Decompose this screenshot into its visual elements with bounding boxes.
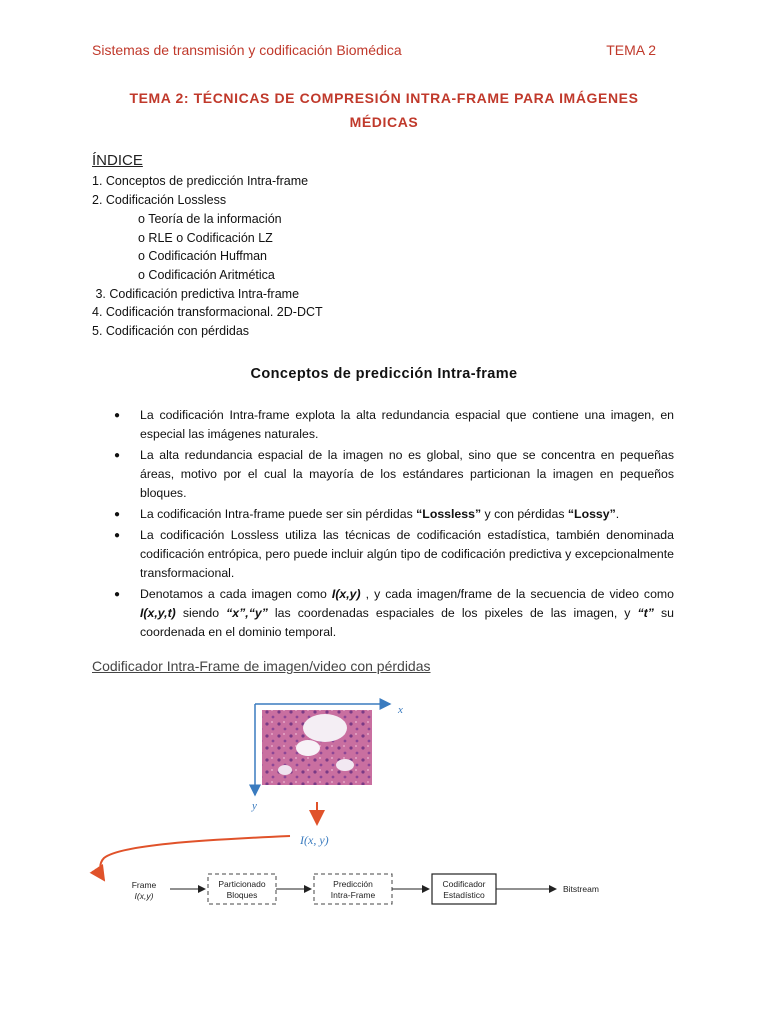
frame-label: Frame: [131, 880, 157, 890]
bullet-dot: ●: [114, 530, 121, 541]
section-title: Conceptos de predicción Intra-frame: [250, 366, 518, 382]
bullet-item: ● La codificación Intra-frame puede ser sin pérdidas “Lossless” y con pérdidas “Lossy”.: [114, 505, 674, 524]
feedback-curve-arrow: [100, 836, 290, 880]
index-item: 4. Codificación transformacional. 2D-DCT: [92, 305, 323, 319]
bullet-dot: ●: [114, 509, 121, 520]
index-subitem: o Codificación Aritmética: [138, 268, 275, 282]
title-line-2: MÉDICAS: [349, 114, 419, 130]
bullet-dot: ●: [114, 589, 121, 600]
bullet-item: ● La alta redundancia espacial de la imagen no es global, sino que se concentra en pequeñas áreas, motivo por el cual la mayoría de los estándares particionan la imagen en pequeños bloques.: [114, 448, 674, 500]
bullet-item: ● Denotamos a cada imagen como I(x,y) , y cada imagen/frame de la secuencia de video como I(x,y,t) siendo “x”,“y” las coordenadas espaciales de los pixeles de las imagen, y “t” su coordenada en el dominio temporal.: [114, 587, 675, 639]
bullet-dot: ●: [114, 410, 121, 421]
index-item: 1. Conceptos de predicción Intra-frame: [92, 174, 309, 188]
bullet-item: ● La codificación Lossless utiliza las técnicas de codificación estadística, también denominada codificación entrópica, pero puede incluir algún tipo de codificación predictiva y excepcionalmente transformacional.: [114, 528, 674, 580]
index-item: 2. Codificación Lossless: [92, 193, 227, 207]
frame-signal-label: I(x,y): [134, 891, 154, 901]
x-axis-label: x: [398, 704, 403, 716]
box-codificador-line1: Codificador: [442, 879, 486, 889]
histology-image: [262, 710, 372, 785]
bitstream-label: Bitstream: [563, 884, 599, 894]
index-subitem: o Teoría de la información: [138, 212, 282, 226]
document-title: [80, 86, 688, 134]
header-topic: TEMA 2: [606, 42, 656, 58]
header-course-title: Sistemas de transmisión y codificación Biomédica: [92, 42, 402, 58]
box-codificador-line2: Estadístico: [443, 890, 485, 900]
index-item: 3. Codificación predictiva Intra-frame: [92, 287, 300, 301]
encoder-diagram: [0, 698, 768, 918]
title-line-1: TEMA 2: TÉCNICAS DE COMPRESIÓN INTRA-FRAME PARA IMÁGENES: [129, 90, 639, 106]
signal-label: I(x, y): [300, 833, 329, 847]
diagram-subheading: Codificador Intra-Frame de imagen/video con pérdidas: [92, 658, 431, 674]
box-prediccion-line2: Intra-Frame: [330, 890, 376, 900]
bullet-item: ● La codificación Intra-frame explota la alta redundancia espacial que contiene una imagen, en especial las imágenes naturales.: [114, 408, 674, 441]
y-axis-label: y: [252, 800, 257, 812]
bullet-list: [114, 406, 674, 644]
index-item: 5. Codificación con pérdidas: [92, 324, 250, 338]
box-particionado-line2: Bloques: [226, 890, 258, 900]
box-particionado-line1: Particionado: [218, 879, 266, 889]
bullet-dot: ●: [114, 450, 121, 461]
index-subitem: o Codificación Huffman: [138, 249, 268, 263]
index-subitem: o RLE o Codificación LZ: [138, 231, 273, 245]
box-prediccion-line1: Predicción: [333, 879, 373, 889]
page-header: [92, 42, 656, 58]
index-heading: ÍNDICE: [92, 152, 143, 169]
